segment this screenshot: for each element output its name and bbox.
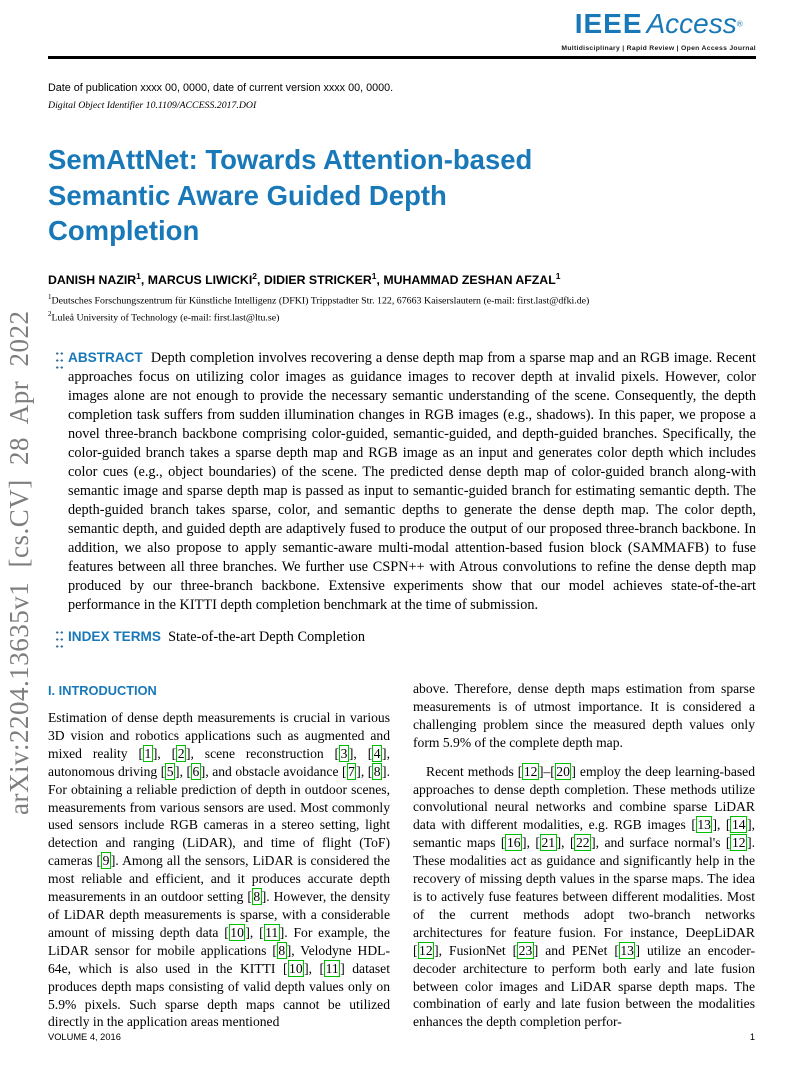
citation-link[interactable]: 1	[144, 745, 152, 761]
header-rule	[48, 56, 756, 59]
journal-tagline: Multidisciplinary | Rapid Review | Open Access Journal	[561, 45, 756, 52]
citation-link[interactable]: 11	[325, 960, 339, 976]
doi-line: Digital Object Identifier 10.1109/ACCESS.2017.DOI	[48, 100, 257, 111]
body-paragraph: above. Therefore, dense depth maps estimation from sparse measurements is of utmost importance. It is considered a challenging problem since the measured depth values only form 5.9% of the complete depth map.	[413, 681, 755, 750]
dotted-rule-icon	[55, 350, 64, 371]
citation-link[interactable]: 21	[541, 835, 556, 851]
citation-link[interactable]: 6	[192, 763, 200, 779]
citation-link[interactable]: 23	[518, 942, 533, 958]
front-matter	[68, 348, 756, 646]
dotted-rule-icon	[55, 629, 64, 650]
citation-link[interactable]: 20	[556, 763, 570, 779]
citation-link[interactable]: 8	[278, 942, 286, 958]
citation-link[interactable]: 13	[697, 817, 711, 833]
arxiv-stamp: arXiv:2204.13635v1 [cs.CV] 28 Apr 2022	[4, 310, 34, 815]
footer-page-number: 1	[749, 1032, 755, 1042]
page-title: SemAttNet: Towards Attention-based Semantic Aware Guided Depth Completion	[48, 144, 533, 246]
citation-link[interactable]: 22	[575, 835, 590, 851]
publication-date-line: Date of publication xxxx 00, 0000, date of current version xxxx 00, 0000.	[48, 82, 394, 94]
citation-link[interactable]: 12	[731, 835, 746, 851]
section-heading-introduction: I. INTRODUCTION	[48, 683, 157, 698]
ieee-access-wordmark	[561, 9, 756, 44]
right-column	[413, 680, 755, 1031]
citation-link[interactable]: 8	[373, 763, 381, 779]
citation-link[interactable]: 5	[166, 763, 174, 779]
citation-link[interactable]: 11	[265, 924, 279, 940]
citation-link[interactable]: 4	[373, 745, 381, 761]
citation-link[interactable]: 16	[506, 835, 521, 851]
citation-link[interactable]: 10	[230, 924, 244, 940]
authors-line: DANISH NAZIR$^1$, MARCUS LIWICKI$^2$, DIDIER STRICKER$^1$, MUHAMMAD ZESHAN AFZAL$^1$	[48, 271, 561, 288]
body-columns	[48, 680, 756, 1031]
citation-link[interactable]: 7	[348, 763, 355, 779]
registered-mark: ®	[736, 19, 743, 29]
ieee-wordmark: IEEE	[574, 8, 643, 39]
body-paragraph: Estimation of dense depth measurements is crucial in various 3D vision and robotics applications such as augmented and mixed reality [ 1 ], [ 2 ], scene reconstruction [ 3 ], [ 4 ], autonomous driving [ 5 ], [ 6 ], and obstacle avoidance [ 7 ], [ 8 ]. For obtaining a reliable prediction of depth in outdoor scenes, measurements from various sensors are used. Most commonly used sensors include RGB cameras in a stereo setting, light detection and ranging (LiDAR), and time of flight (ToF) cameras [ 9 ]. Among all the sensors, LiDAR is considered the most reliable and efficient, and it produces accurate depth measurements in an outdoor setting [ 8 ]. However, the density of LiDAR depth measurements is sparse, with a considerable amount of missing depth data [ 10 ], [ 11 ]. For example, the LiDAR sensor for mobile applications [ 8 ], Velodyne HDL-64e, which is also used in the KITTI [ 10 ], [ 11 ] dataset produces depth maps consisting of valid depth values only on 5.9% pixels. Such sparse depth maps cannot be utilized directly in the application areas mentioned	[48, 710, 391, 1030]
ieee-access-logo	[561, 9, 756, 52]
abstract-text: Depth completion involves recovering a dense depth map from a sparse map and an RGB image. Recent approaches focus on utilizing color images as guidance images to recover depth at invalid pixels. However, color images alone are not enough to provide the necessary semantic understanding of the scene. Consequently, the depth completion task suffers from sudden illumination changes in RGB images (e.g., shadows). In this paper, we propose a novel three-branch backbone comprising color-guided, semantic-guided, and depth-guided branches. Specifically, the color-guided branch takes a sparse depth map and RGB image as an input and generates color depth which includes color cues (e.g., object boundaries) of the scene. The predicted dense depth map of color-guided branch along-with semantic image and sparse depth map is passed as input to semantic-guided branch for estimating semantic depth. The depth-guided branch takes sparse, color, and semantic depths to generate the dense depth map. The color depth, semantic depth, and guided depth are adaptively fused to produce the output of our proposed three-branch backbone. In addition, we also propose to apply semantic-aware multi-modal attention-based fusion block (SAMMAFB) to fuse features between all three branches. We further use CSPN++ with Atrous convolutions to refine the dense depth map produced by our three-branch backbone. Extensive experiments show that our model achieves state-of-the-art performance in the KITTI depth completion benchmark at the time of submission.	[68, 350, 756, 613]
citation-link[interactable]: 3	[340, 745, 348, 761]
citation-link[interactable]: 2	[177, 745, 185, 761]
abstract-label: ABSTRACT	[68, 350, 143, 365]
affiliations: $^1$Deutsches Forschungszentrum für Künstliche Intelligenz (DFKI) Trippstadter Str. 122, 67663 Kaiserslautern (e-mail: first.last@dfki.de) $^2$Luleå University of Technology (e-mail: first.last@ltu.se)	[48, 293, 590, 324]
index-terms-label: INDEX TERMS	[68, 629, 161, 644]
citation-link[interactable]: 13	[620, 942, 634, 958]
citation-link[interactable]: 8	[253, 889, 261, 905]
citation-link[interactable]: 10	[289, 960, 303, 976]
body-paragraph: Recent methods [ 12 ]–[ 20 ] employ the deep learning-based approaches to dense depth completion. These methods utilize convolutional neural networks and combine sparse LiDAR data with different modalities, e.g. RGB images [ 13 ], [ 14 ], semantic maps [ 16 ], [ 21 ], [ 22 ], and surface normal's [ 12 ]. These modalities act as guidance and significantly help in the recovery of missing depth values in the sparse maps. The idea is to actively fuse features between different modalities. Most of the current methods adopt two-branch networks architectures for feature fusion. For instance, DeepLiDAR [ 12 ], FusionNet [ 23 ] and PENet [ 13 ] utilize an encoder-decoder architecture to perform both early and late fusion between color images and LiDAR sparse depth maps. The combination of early and late fusion between the modalities enhances the depth completion perfor-	[413, 763, 755, 1030]
left-column	[48, 680, 390, 1031]
citation-link[interactable]: 12	[419, 942, 433, 958]
citation-link[interactable]: 12	[523, 763, 538, 779]
index-terms-text: State-of-the-art Depth Completion	[168, 629, 365, 645]
citation-link[interactable]: 9	[102, 853, 110, 869]
citation-link[interactable]: 14	[731, 817, 746, 833]
abstract	[68, 348, 756, 615]
footer-volume: VOLUME 4, 2016	[48, 1032, 121, 1042]
access-wordmark: Access	[646, 8, 737, 39]
index-terms	[68, 629, 756, 646]
